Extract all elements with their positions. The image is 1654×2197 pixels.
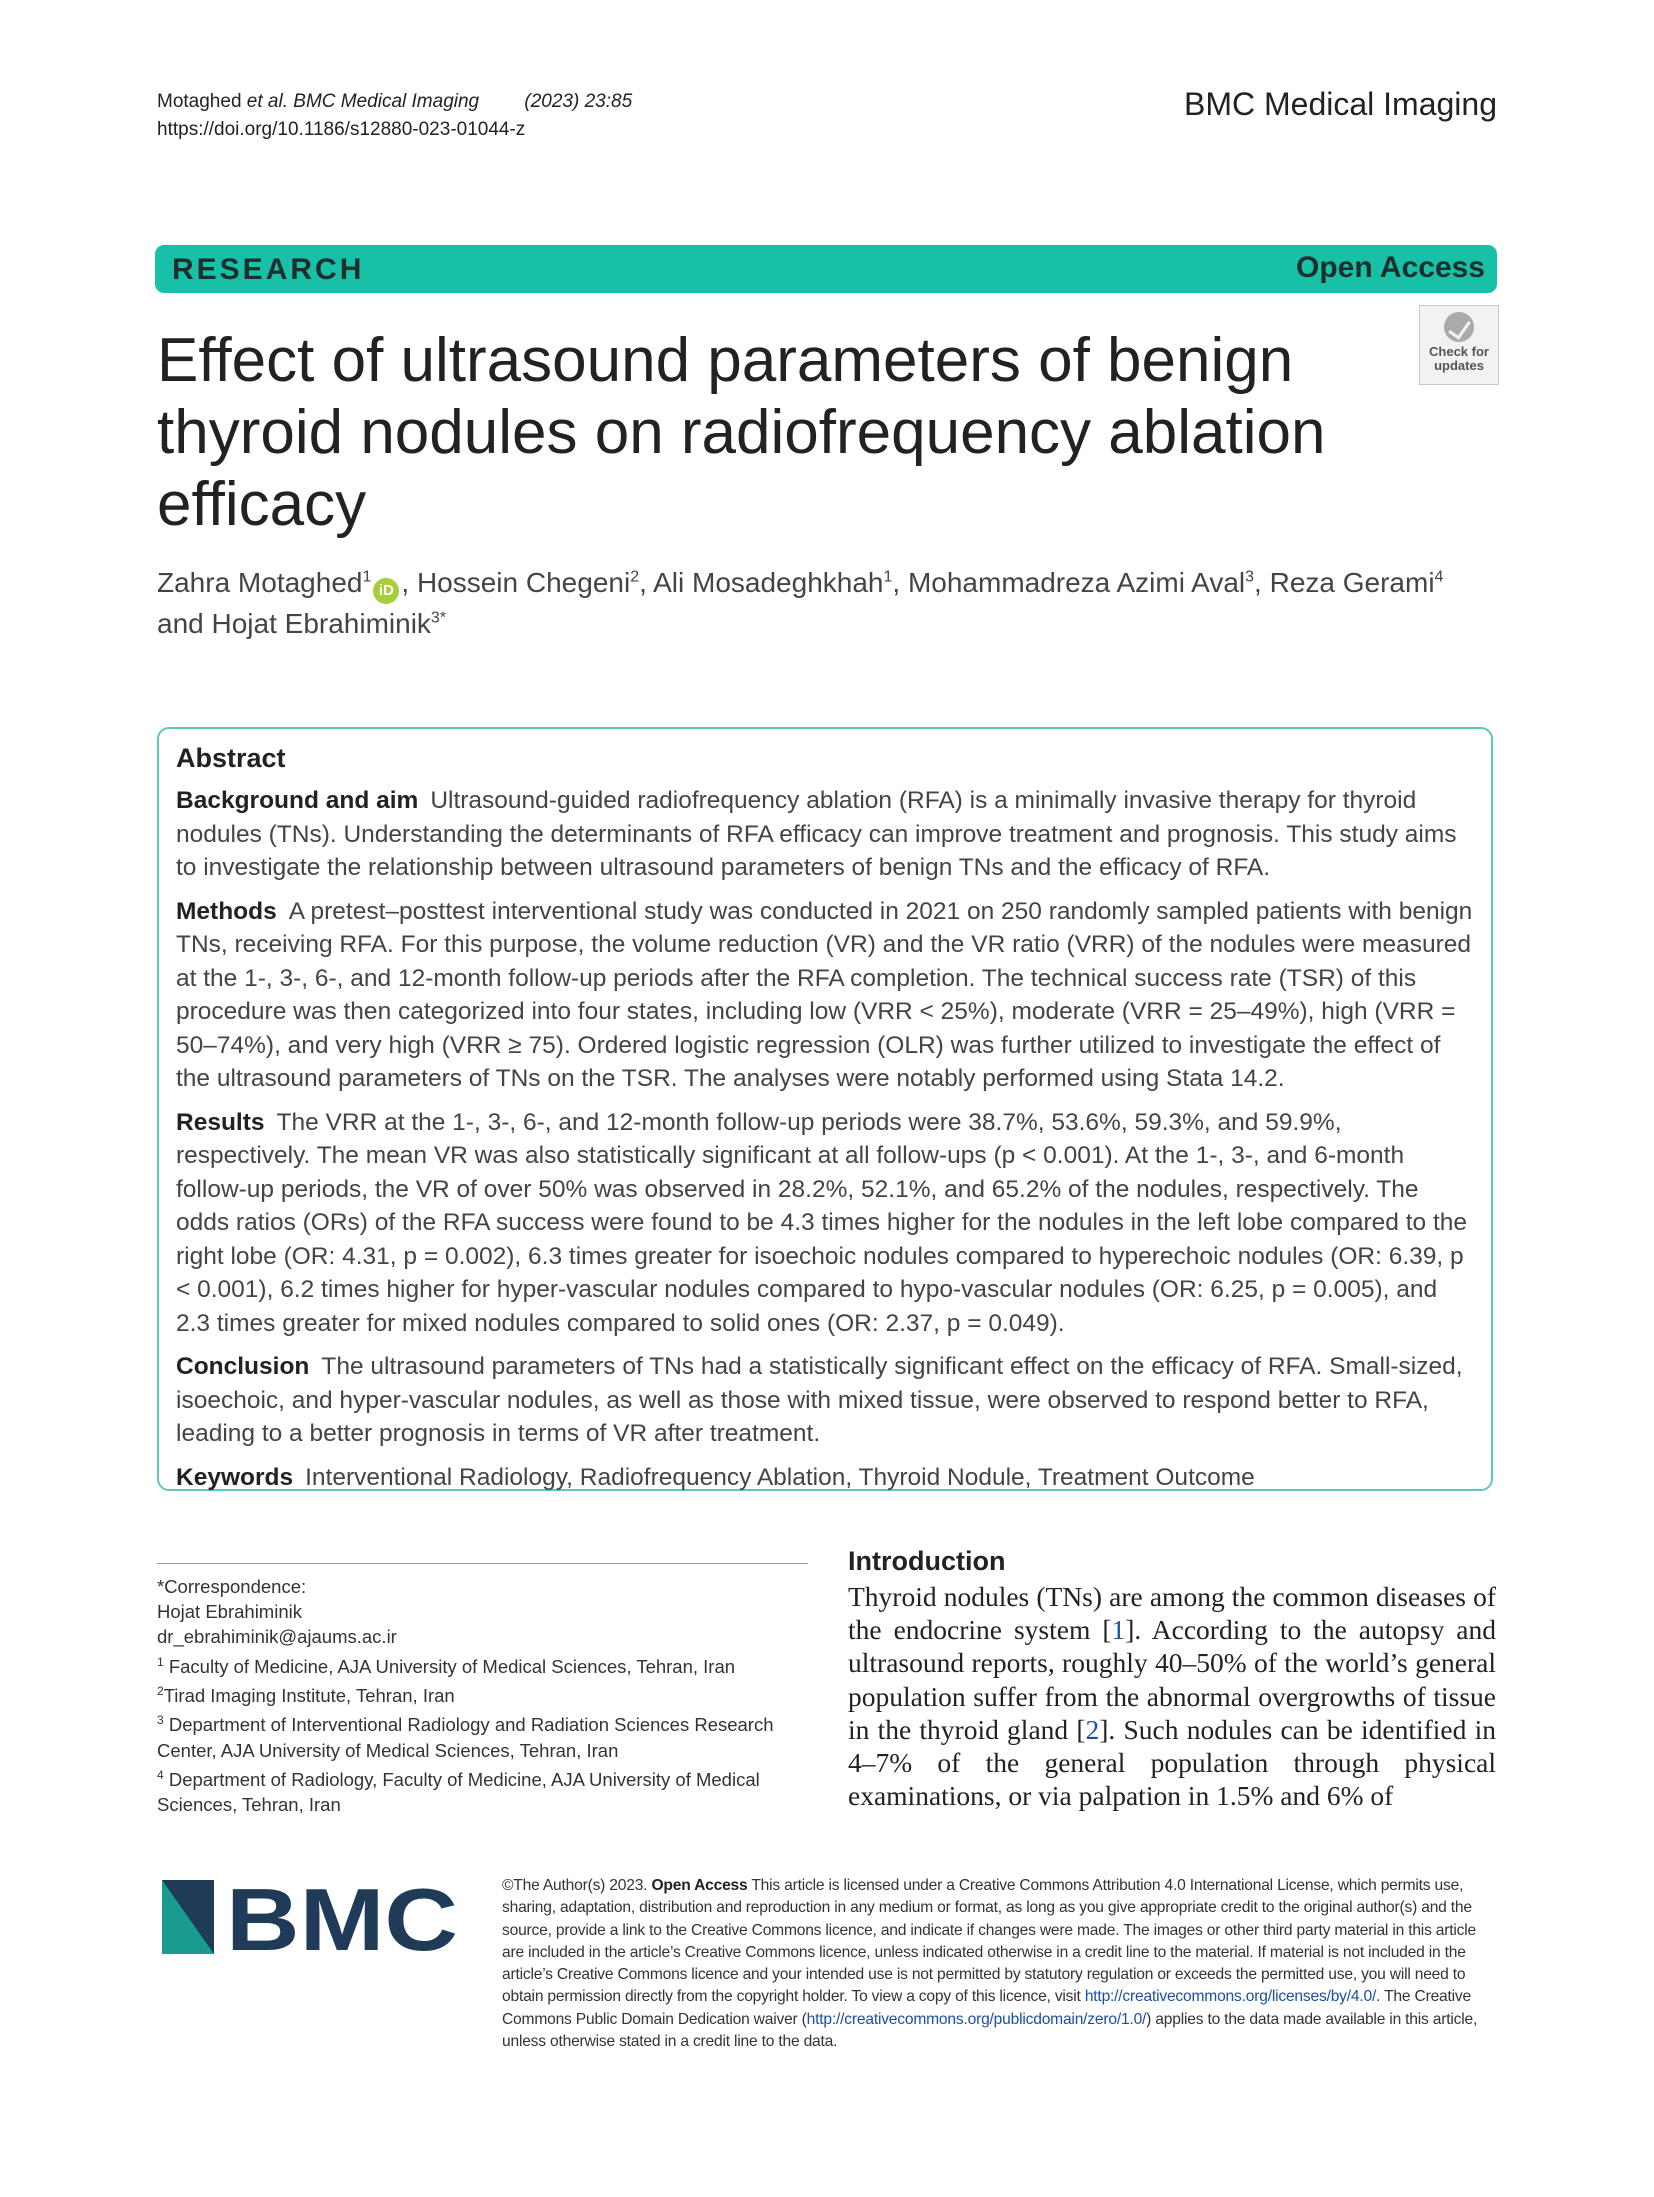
correspondence-name: Hojat Ebrahiminik	[157, 1601, 302, 1623]
section-label: Methods	[176, 897, 277, 925]
author-name: Hojat Ebrahiminik	[211, 608, 431, 639]
authors-conjunction: and	[157, 608, 204, 639]
bookmark-icon	[1444, 312, 1474, 342]
section-text: The VRR at the 1-, 3-, 6-, and 12-month follow-up periods were 38.7%, 53.6%, 59.3%, and 59.9%, respectively. The mean VR was also statistically significant at all follow-ups (p < 0.001). At the 1-, 3-, and 6-month follow-up periods, the VR of over 50% was observed in 28.2%, 52.1%, and 65.2% of the nodules, respectively. The odds ratios (ORs) of the RFA success were found to be 4.3 times higher for the nodules in the left lobe compared to the right lobe (OR: 4.31, p = 0.002), 6.3 times greater for isoechoic nodules compared to hyperechoic nodules (OR: 6.39, p < 0.001), 6.2 times higher for hyper-vascular nodules compared to hypo-vascular nodules (OR: 6.25, p = 0.005), and 2.3 times greater for mixed nodules compared to solid ones (OR: 2.37, p = 0.049).	[176, 1108, 1468, 1337]
section-text: A pretest–posttest interventional study was conducted in 2021 on 250 randomly sampled patients with benign TNs, receiving RFA. For this purpose, the volume reduction (VR) and the VR ratio (VRR) of the nodules were measured at the 1-, 3-, 6-, and 12-month follow-up periods after the RFA completion. The technical success rate (TSR) of this procedure was then categorized into four states, including low (VRR < 25%), moderate (VRR = 25–49%), high (VRR = 50–74%), and very high (VRR ≥ 75). Ordered logistic regression (OLR) was further utilized to investigate the effect of the ultrasound parameters of TNs on the TSR. The analyses were notably performed using Stata 14.2.	[176, 897, 1473, 1092]
section-label: Results	[176, 1108, 265, 1136]
correspondence-email[interactable]: dr_ebrahiminik@ajaums.ac.ir	[157, 1626, 397, 1648]
correspondence-block	[157, 1574, 817, 1817]
author-name: Reza Gerami	[1269, 567, 1435, 598]
citation-line	[157, 88, 632, 116]
author-name: Hossein Chegeni	[416, 567, 631, 598]
section-text: Interventional Radiology, Radiofrequency Ablation, Thyroid Nodule, Treatment Outcome	[305, 1463, 1255, 1491]
abstract-results	[176, 1106, 1475, 1341]
bmc-logo	[162, 1880, 460, 1954]
reference-link[interactable]: 1	[1111, 1614, 1126, 1646]
section-text: The ultrasound parameters of TNs had a statistically significant effect on the efficacy of RFA. Small-sized, isoechoic, and hyper-vascular nodules, as well as those with mixed tissue, were observed to respond better to RFA, leading to a better prognosis in terms of VR after treatment.	[176, 1353, 1463, 1447]
abstract-conclusion	[176, 1350, 1475, 1451]
citation-journal: et al. BMC Medical Imaging	[246, 91, 480, 112]
logo-text: BMC	[226, 1880, 458, 1954]
section-label: Keywords	[176, 1463, 294, 1491]
check-for-updates-badge[interactable]	[1419, 305, 1499, 385]
abstract-heading: Abstract	[176, 743, 286, 773]
author-affiliation-sup: 1	[362, 568, 372, 586]
article-type-band	[155, 245, 1497, 293]
section-label: Conclusion	[176, 1353, 310, 1380]
affiliation-item: $^4$ Department of Radiology, Faculty of Medicine, AJA University of Medical Sciences, Tehran, Iran	[157, 1767, 760, 1816]
affiliation-item: $^2$Tirad Imaging Institute, Tehran, Iran	[157, 1683, 455, 1707]
introduction-paragraph: Thyroid nodules (TNs) are among the common diseases of the endocrine system [1]. According to the autopsy and ultrasound reports, roughly 40–50% of the world’s general population suffer from the abnormal overgrowths of tissue in the thyroid gland [2]. Such nodules can be identified in 4–7% of the general population through physical examinations, or via palpation in 1.5% and 6% of	[848, 1581, 1497, 1812]
citation-authors: Motaghed	[157, 91, 242, 112]
open-access-label: Open Access	[1296, 251, 1485, 284]
citation-header	[157, 88, 632, 144]
affiliation-item: $^3$ Department of Interventional Radiology and Radiation Sciences Research Center, AJA University of Medical Sciences, Tehran, Iran	[157, 1713, 774, 1761]
author-affiliation-sup: 4	[1434, 568, 1444, 586]
footnote-divider	[157, 1563, 808, 1564]
author-affiliation-sup: 2	[630, 568, 640, 586]
orcid-icon[interactable]: iD	[373, 578, 399, 604]
citation-year: (2023) 23:85	[524, 91, 633, 112]
license-link[interactable]: http://creativecommons.org/licenses/by/4.0/	[1084, 1988, 1377, 2006]
journal-name: BMC Medical Imaging	[1184, 86, 1497, 122]
author-affiliation-sup: 3*	[430, 609, 447, 627]
article-title: Effect of ultrasound parameters of benign thyroid nodules on radiofrequency ablation efficacy	[157, 326, 1326, 539]
abstract-keywords	[176, 1461, 1475, 1495]
waiver-link[interactable]: http://creativecommons.org/publicdomain/zero/1.0/	[806, 2010, 1147, 2028]
author-name: Zahra Motaghed	[157, 567, 363, 598]
abstract-methods	[176, 895, 1475, 1096]
author-affiliation-sup: 3	[1245, 568, 1255, 586]
badge-line-1: Check for	[1429, 344, 1489, 359]
badge-line-2: updates	[1434, 358, 1484, 373]
author-name: Ali Mosadeghkhah	[653, 567, 884, 598]
abstract-background	[176, 784, 1475, 885]
correspondence-label: *Correspondence:	[157, 1576, 307, 1597]
section-text: Ultrasound-guided radiofrequency ablation (RFA) is a minimally invasive therapy for thyroid nodules (TNs). Understanding the determinants of RFA efficacy can improve treatment and prognosis. This study aims to investigate the relationship between ultrasound parameters of benign TNs and the efficacy of RFA.	[176, 787, 1457, 881]
abstract-box	[157, 727, 1493, 1491]
affiliation-item: $^1$ Faculty of Medicine, AJA University of Medical Sciences, Tehran, Iran	[157, 1654, 736, 1677]
doi-link[interactable]: https://doi.org/10.1186/s12880-023-01044-z	[157, 119, 526, 140]
open-access-label: Open Access	[651, 1877, 748, 1894]
introduction-heading: Introduction	[848, 1546, 1006, 1576]
license-text: ©The Author(s) 2023. Open Access This article is licensed under a Creative Commons Attribution 4.0 International License, which permits use, sharing, adaptation, distribution and reproduction in any medium or format, as long as you give appropriate credit to the original author(s) and the source, provide a link to the Creative Commons licence, and indicate if changes were made. The images or other third party material in this article are included in the article’s Creative Commons licence, unless indicated otherwise in a credit line to the material. If material is not included in the article’s Creative Commons licence and your intended use is not permitted by statutory regulation or exceeds the permitted use, you will need to obtain permission directly from the copyright holder. To view a copy of this licence, visit http://creativecommons.org/licenses/by/4.0/. The Creative Commons Public Domain Dedication waiver (http://creativecommons.org/publicdomain/zero/1.0/) applies to the data made available in this article, unless otherwise stated in a credit line to the data.	[502, 1877, 1478, 2051]
author-list: Zahra Motaghed$^1$iD , Hossein Chegeni$^2$, Ali Mosadeghkhah$^1$, Mohammadreza Azimi Aval$^3$, Reza Gerami$^4$ and Hojat Ebrahiminik$^{3*}$	[157, 567, 1444, 639]
reference-link[interactable]: 2	[1085, 1713, 1100, 1745]
author-affiliation-sup: 1	[883, 568, 893, 586]
section-label: Background and aim	[176, 787, 419, 814]
article-type-label: RESEARCH	[172, 253, 365, 286]
author-name: Mohammadreza Azimi Aval	[907, 567, 1246, 598]
